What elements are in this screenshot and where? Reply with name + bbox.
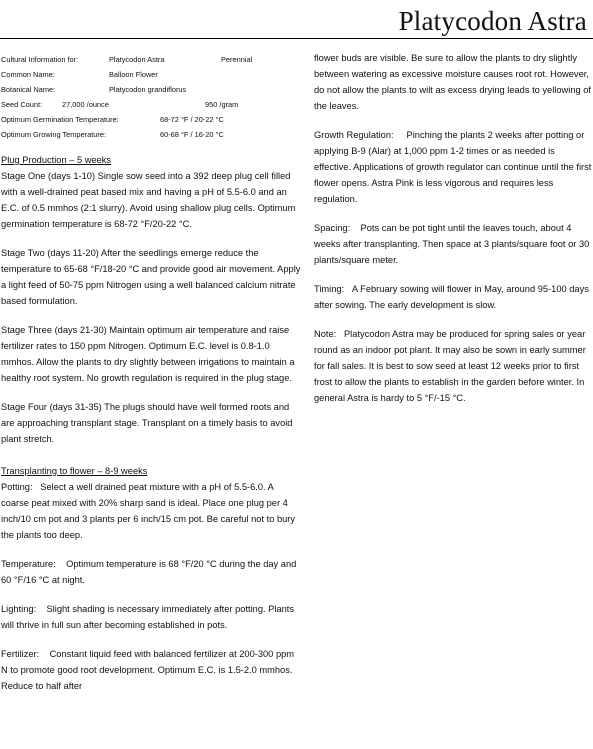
stage-four-paragraph: Stage Four (days 31-35) The plugs should have well formed roots and are approaching transplant stage. Transplant on a timely basis to avoid plant stretch.: [1, 402, 293, 444]
lighting-label: Lighting:: [1, 604, 37, 614]
cultural-info-table: [1, 52, 301, 142]
left-column: [1, 52, 301, 694]
cultural-type: Perennial: [221, 55, 253, 64]
common-name-value: Balloon Flower: [109, 70, 158, 79]
cultural-label: Cultural Information for:: [1, 55, 79, 64]
seed-count-ounce: 27,000 /ounce: [62, 100, 109, 109]
fertilizer-text: Constant liquid feed with balanced fertilizer at 200-300 ppm N to promote good root development. Optimum E.C. is 1.5-2.0 mmhos. Reduce to half after: [1, 649, 295, 691]
growth-regulation-paragraph: [314, 127, 592, 207]
botanical-name-row: [1, 82, 301, 97]
botanical-name-label: Botanical Name:: [1, 85, 56, 94]
plug-production-heading: Plug Production – 5 weeks: [1, 155, 112, 165]
spacing-label: Spacing:: [314, 223, 351, 233]
temperature-text: Optimum temperature is 68 °F/20 °C during the day and 60 °F/16 °C at night.: [1, 559, 297, 585]
germination-temp-value: 68-72 °F / 20-22 °C: [160, 115, 224, 124]
lighting-paragraph: [1, 601, 301, 633]
common-name-row: [1, 67, 301, 82]
seed-count-gram: 950 /gram: [205, 100, 239, 109]
botanical-name-value: Platycodon grandiflorus: [109, 85, 187, 94]
fertilizer-continued-paragraph: flower buds are visible. Be sure to allow the plants to dry slightly between watering as excessive moisture causes root rot. However, do not allow the plants to wilt as excess drying leads to yellowing of the leaves.: [314, 53, 591, 111]
cultural-info-row: [1, 52, 301, 67]
note-paragraph: [314, 326, 592, 406]
right-column: [314, 50, 592, 406]
potting-paragraph: [1, 479, 301, 543]
temperature-paragraph: [1, 556, 301, 588]
page-title: Platycodon Astra: [398, 6, 587, 36]
cultural-value: Platycodon Astra: [109, 55, 165, 64]
common-name-label: Common Name:: [1, 70, 55, 79]
stage-two-paragraph: Stage Two (days 11-20) After the seedlings emerge reduce the temperature to 65-68 °F/18-20 °C and provide good air movement. Apply a light feed of 50-75 ppm Nitrogen using a well balanced calcium nitrate based formulation.: [1, 248, 301, 306]
growing-temp-row: [1, 127, 301, 142]
transplanting-heading: Transplanting to flower – 8-9 weeks: [1, 466, 148, 476]
title-rule: [0, 38, 593, 39]
spacing-paragraph: [314, 220, 592, 268]
note-label: Note:: [314, 329, 337, 339]
germination-temp-label: Optimum Germination Temperature:: [1, 115, 119, 124]
growth-regulation-text: Pinching the plants 2 weeks after potting or applying B-9 (Alar) at 1,000 ppm 1-2 times or as needed is effective. Applications of growth regulator can continue until the first flower opens. Astra Pink is less vigorous and requires less regulation.: [314, 130, 592, 204]
timing-label: Timing:: [314, 284, 345, 294]
stage-three-paragraph: Stage Three (days 21-30) Maintain optimum air temperature and raise fertilizer rates to 150 ppm Nitrogen. Optimum E.C. level is 0.8-1.0 mmhos. Allow the plants to dry slightly between irrigations to maintain a healthy root system. No growth regulation is required in the plug stage.: [1, 325, 295, 383]
seed-count-label: Seed Count:: [1, 100, 43, 109]
potting-text: Select a well drained peat mixture with a pH of 5.5-6.0. A coarse peat mixed with 20% sharp sand is ideal. Place one plug per 4 inch/10 cm pot and 3 plants per 6 inch/15 cm pot. Be careful not to bury the plants too deep.: [1, 482, 296, 540]
potting-label: Potting:: [1, 482, 33, 492]
seed-count-row: [1, 97, 301, 112]
fertilizer-label: Fertilizer:: [1, 649, 40, 659]
temperature-label: Temperature:: [1, 559, 56, 569]
germination-temp-row: [1, 112, 301, 127]
note-text: Platycodon Astra may be produced for spring sales or year round as an indoor pot plant. It may also be sown in early summer for fall sales. It is best to sow seed at least 12 weeks prior to first frost to allow the plants to establish in the garden before winter. In general Astra is hardy to 5 °F/-15 °C.: [314, 329, 586, 403]
growing-temp-value: 60-68 °F / 16-20 °C: [160, 130, 224, 139]
timing-paragraph: [314, 281, 592, 313]
fertilizer-paragraph: [1, 646, 301, 694]
stage-one-paragraph: Stage One (days 1-10) Single sow seed into a 392 deep plug cell filled with a well-drained peat based mix and having a pH of 5.5-6.0 and an E.C. of 0.5 mmhos (2:1 slurry). Avoid using shallow plug cells. Optimum germination temperature is 68-72 °F/20-22 °C.: [1, 171, 296, 229]
lighting-text: Slight shading is necessary immediately after potting. Plants will thrive in full sun after becoming established in pots.: [1, 604, 295, 630]
growth-regulation-label: Growth Regulation:: [314, 130, 394, 140]
growing-temp-label: Optimum Growing Temperature:: [1, 130, 107, 139]
spacing-text: Pots can be pot tight until the leaves touch, about 4 weeks after transplanting. Then space at 3 plants/square foot or 30 plants/square meter.: [314, 223, 590, 265]
timing-text: A February sowing will flower in May, around 95-100 days after sowing. The early development is slow.: [314, 284, 589, 310]
